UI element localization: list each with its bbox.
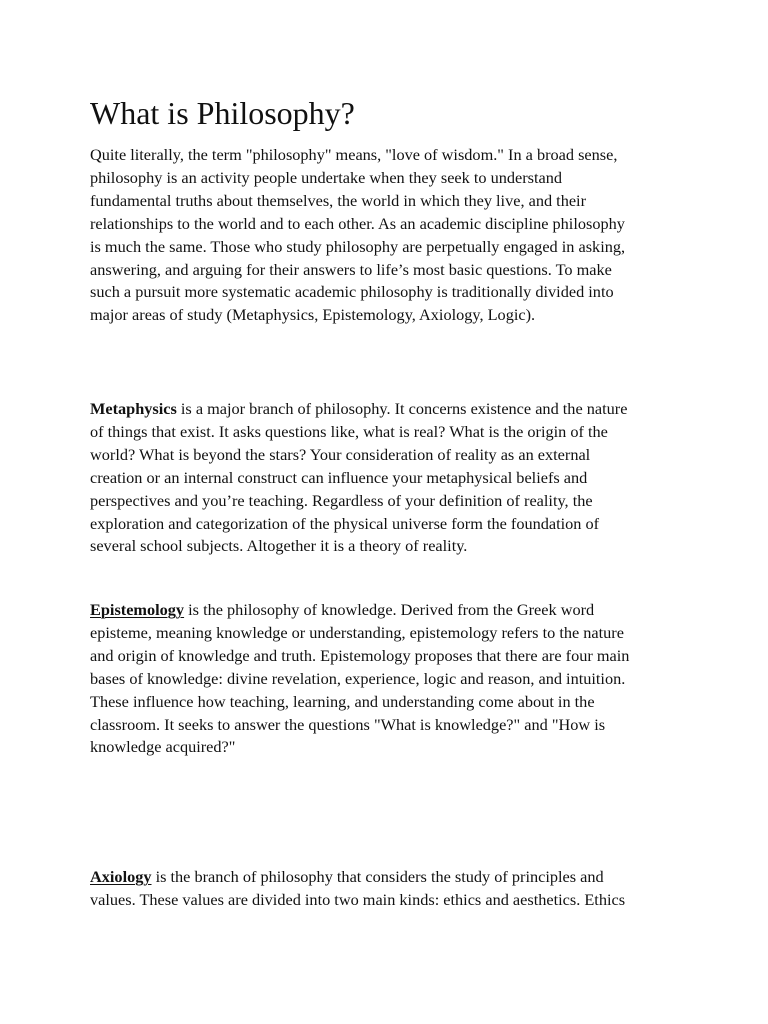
paragraph-line: perspectives and you’re teaching. Regardless of your definition of reality, the bbox=[90, 490, 593, 510]
paragraph-line: Quite literally, the term "philosophy" means, "love of wisdom." In a broad sense, bbox=[90, 145, 618, 164]
paragraph-first-line bbox=[90, 866, 625, 889]
epistemology-term: Epistemology bbox=[90, 600, 185, 619]
paragraph-line: philosophy is an activity people undertake when they seek to understand bbox=[90, 167, 563, 187]
paragraph-line: creation or an internal construct can influence your metaphysical beliefs and bbox=[90, 467, 588, 487]
epistemology-paragraph bbox=[90, 599, 629, 759]
axiology-paragraph bbox=[90, 866, 625, 912]
paragraph-line: fundamental truths about themselves, the world in which they live, and their bbox=[90, 190, 587, 210]
intro-paragraph bbox=[90, 144, 625, 327]
paragraph-line: exploration and categorization of the physical universe form the foundation of bbox=[90, 513, 600, 533]
paragraph-line: These influence how teaching, learning, and understanding come about in the bbox=[90, 691, 595, 711]
paragraph-line: relationships to the world and to each other. As an academic discipline philosophy bbox=[90, 213, 625, 233]
paragraph-line: values. These values are divided into two main kinds: ethics and aesthetics. Ethics bbox=[90, 889, 626, 909]
paragraph-line: classroom. It seeks to answer the questions "What is knowledge?" and "How is bbox=[90, 714, 606, 734]
paragraph-line: major areas of study (Metaphysics, Epistemology, Axiology, Logic). bbox=[90, 305, 536, 325]
paragraph-line: world? What is beyond the stars? Your consideration of reality as an external bbox=[90, 444, 591, 464]
paragraph-text: is the philosophy of knowledge. Derived from the Greek word bbox=[184, 600, 595, 619]
metaphysics-paragraph bbox=[90, 398, 627, 558]
paragraph-line: answering, and arguing for their answers to life’s most basic questions. To make bbox=[90, 259, 612, 279]
paragraph-line: several school subjects. Altogether it is a theory of reality. bbox=[90, 536, 468, 556]
paragraph-line: knowledge acquired?" bbox=[90, 737, 236, 757]
page-title: What is Philosophy? bbox=[90, 95, 355, 131]
paragraph-text: is the branch of philosophy that considers the study of principles and bbox=[151, 867, 604, 886]
paragraph-line: bases of knowledge: divine revelation, experience, logic and reason, and intuition. bbox=[90, 668, 626, 688]
paragraph-text: is a major branch of philosophy. It concerns existence and the nature bbox=[176, 399, 628, 418]
axiology-term: Axiology bbox=[90, 867, 152, 886]
paragraph-line: is much the same. Those who study philosophy are perpetually engaged in asking, bbox=[90, 236, 626, 256]
paragraph-first-line bbox=[90, 398, 627, 421]
metaphysics-term: Metaphysics bbox=[90, 399, 177, 418]
paragraph-line: episteme, meaning knowledge or understanding, epistemology refers to the nature bbox=[90, 622, 624, 642]
paragraph-first-line bbox=[90, 599, 629, 622]
paragraph-line: such a pursuit more systematic academic philosophy is traditionally divided into bbox=[90, 282, 614, 302]
paragraph-line: of things that exist. It asks questions like, what is real? What is the origin of the bbox=[90, 421, 608, 441]
paragraph-line: and origin of knowledge and truth. Epistemology proposes that there are four main bbox=[90, 645, 630, 665]
